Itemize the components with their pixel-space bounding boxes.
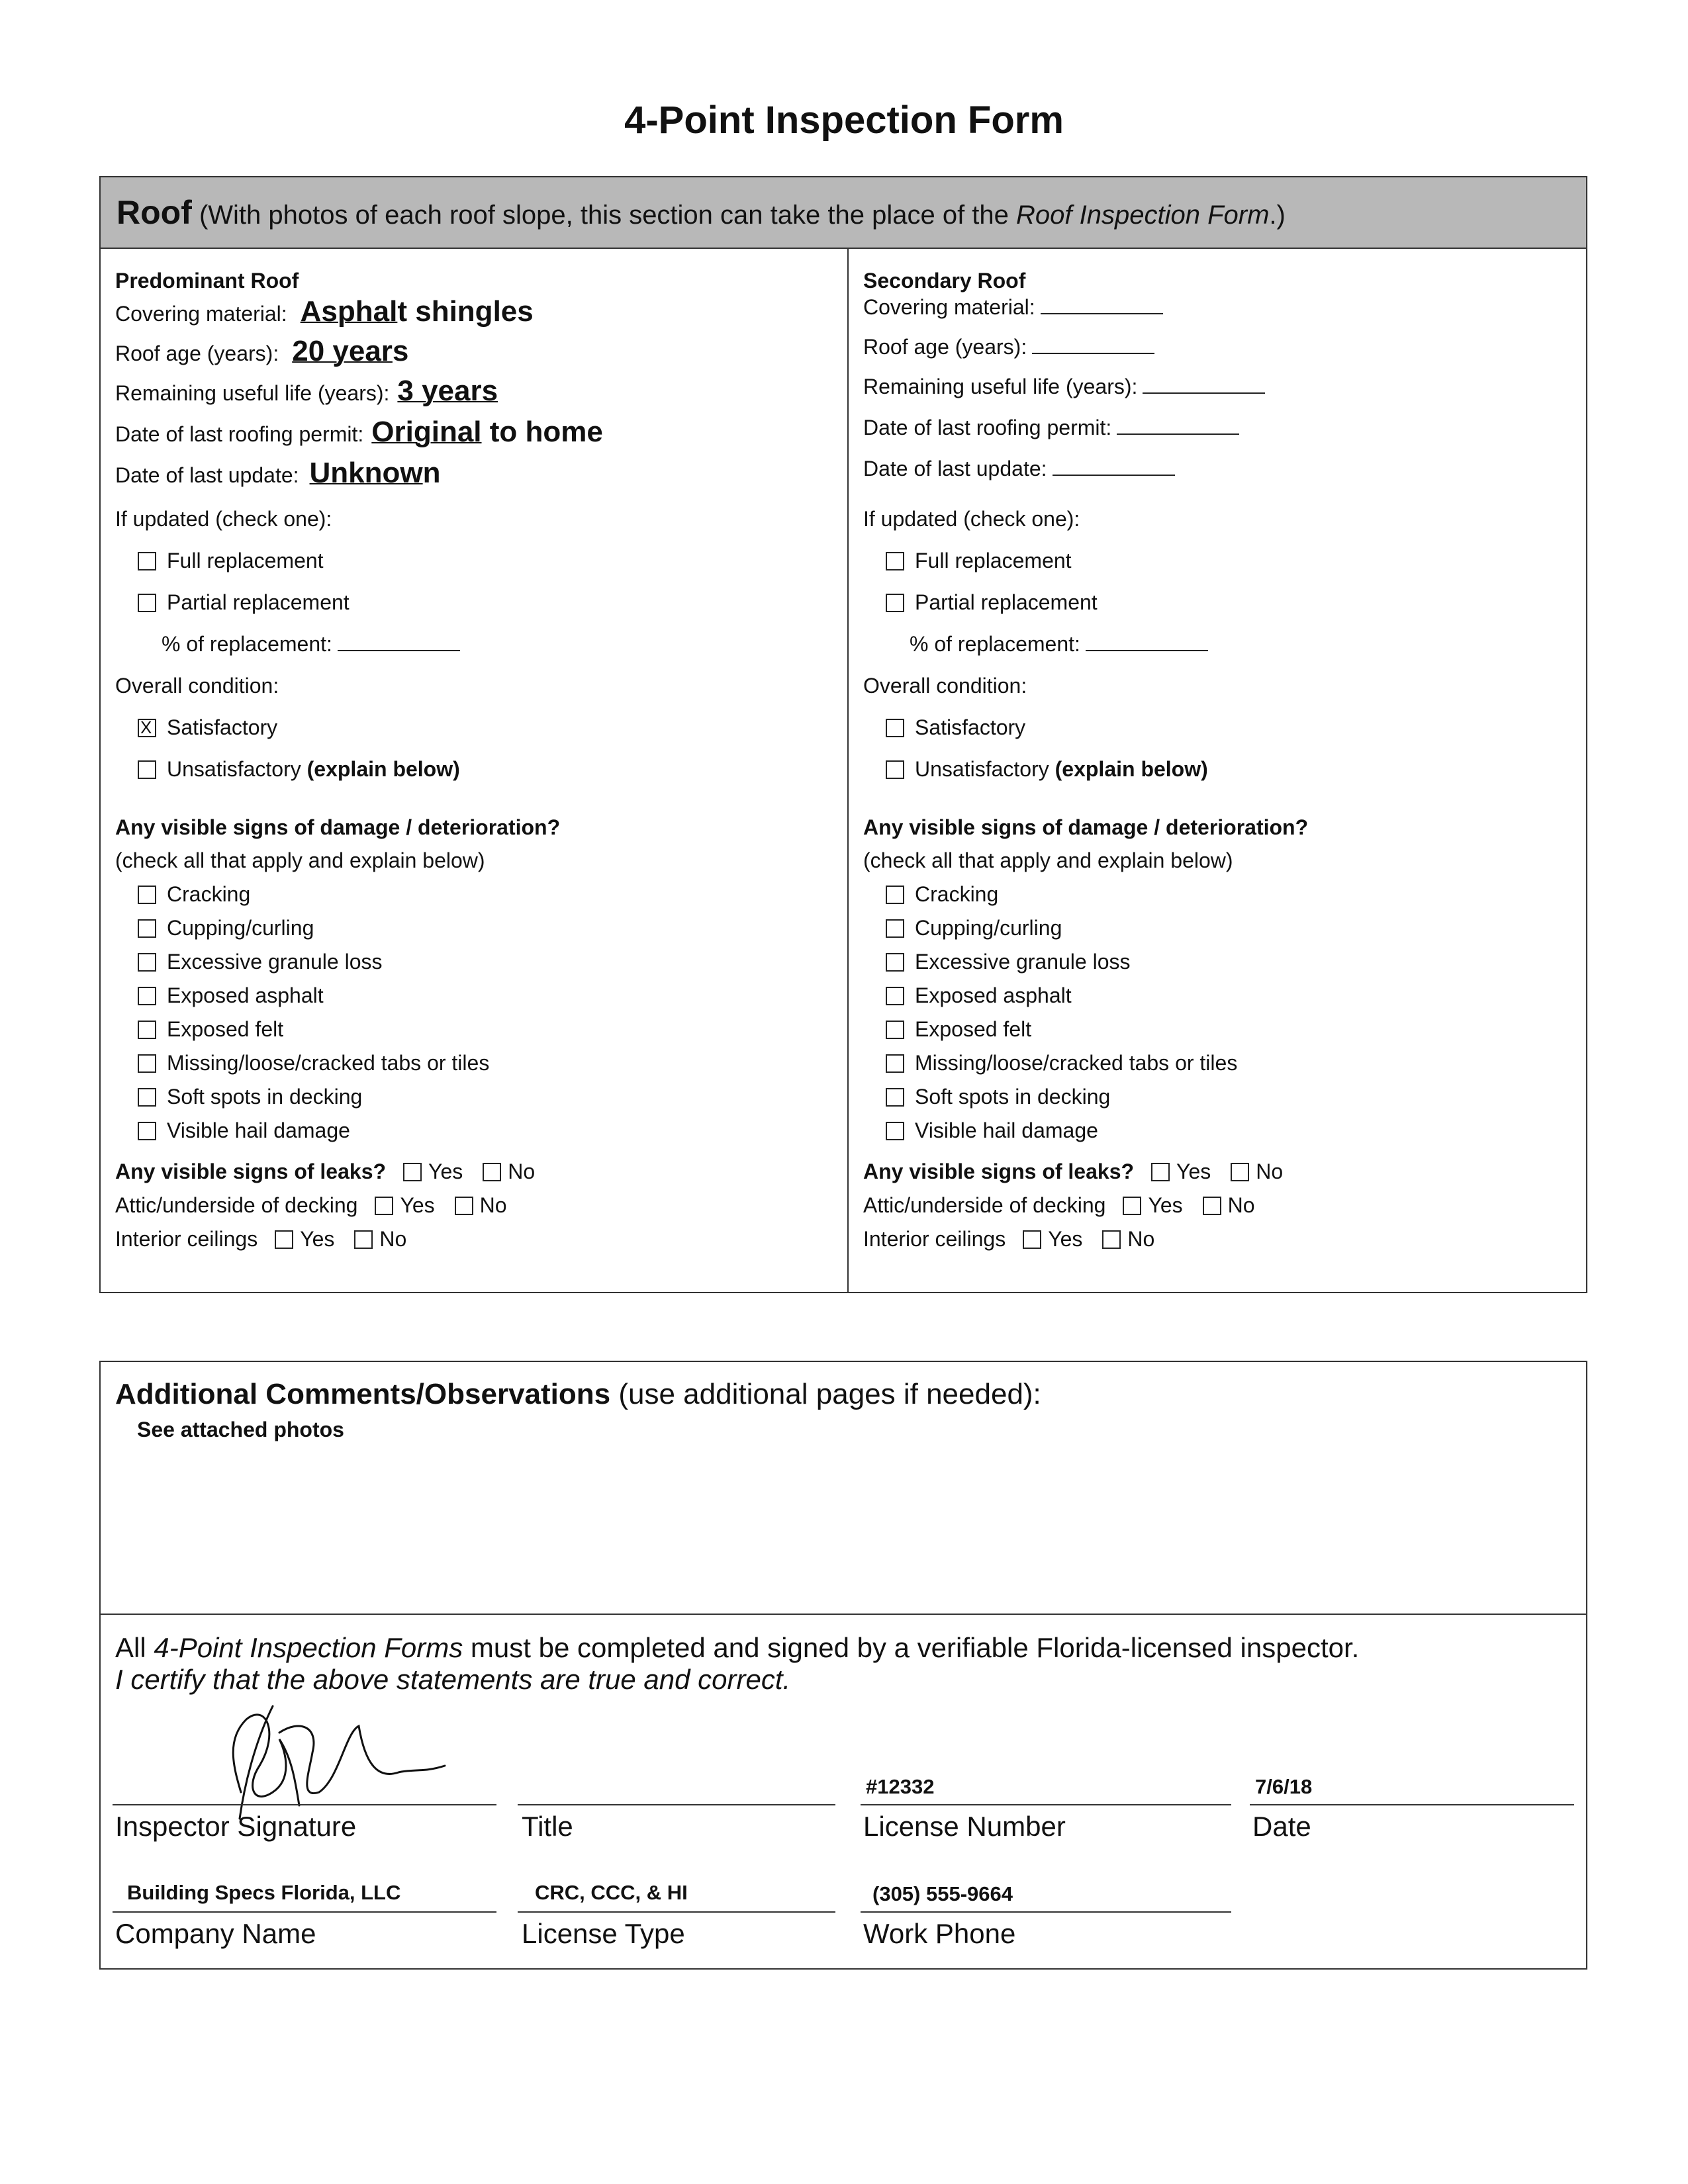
damage-checkbox[interactable] [138,1088,156,1107]
full-replacement-checkbox[interactable] [886,552,904,570]
leaks-question: Any visible signs of leaks? [863,1160,1135,1183]
damage-item-label: Cracking [915,882,999,906]
damage-item[interactable] [138,950,382,974]
damage-item-label: Visible hail damage [915,1118,1098,1142]
date-label: Date [1252,1811,1311,1842]
secondary-roof-title: Secondary Roof [863,269,1026,293]
secondary-covering-row [863,295,1163,320]
update-value[interactable] [310,457,441,490]
satisfactory-checkbox[interactable] [138,719,156,737]
partial-replacement-option[interactable] [138,590,350,615]
damage-question: Any visible signs of damage / deterioration? [863,815,1309,839]
partial-replacement-checkbox[interactable] [138,594,156,612]
damage-checkbox[interactable] [886,1088,904,1107]
yes-label: Yes [400,1193,435,1217]
damage-checkbox[interactable] [886,987,904,1005]
pct-replacement-field[interactable] [1086,633,1208,651]
section-divider [101,1614,1586,1615]
damage-item-label: Cupping/curling [915,916,1062,940]
certification-requirement [115,1632,1359,1664]
secondary-update-row [863,457,1175,481]
damage-item-label: Exposed felt [167,1017,284,1041]
no-label: No [1256,1160,1284,1183]
secondary-roof-column [849,249,1577,1292]
roof-section [99,176,1587,1293]
permit-value-part1: Original [371,416,482,448]
company-name-label: Company Name [115,1918,316,1949]
update-label: Date of last update: [863,457,1047,480]
predominant-update-row [115,457,441,490]
date-value[interactable]: 7/6/18 [1255,1775,1313,1798]
license-type-value[interactable]: CRC, CCC, & HI [535,1881,688,1904]
pct-replacement-label: % of replacement: [910,632,1080,656]
damage-checkbox[interactable] [138,953,156,972]
interior-label: Interior ceilings [115,1227,258,1251]
roof-heading-note-italic: Roof Inspection Form [1016,201,1270,230]
damage-item[interactable] [886,916,1062,940]
damage-checkbox[interactable] [138,919,156,938]
title-line[interactable] [518,1804,835,1805]
interior-yes-checkbox[interactable] [275,1230,293,1249]
full-replacement-option[interactable] [138,549,324,573]
update-value-part2: n [422,457,441,489]
no-label: No [1127,1227,1155,1251]
cert-text-end: must be completed and signed by a verifiable Florida-licensed inspector. [463,1632,1360,1663]
age-value-part1: 20 year [292,335,393,367]
certification-statement: I certify that the above statements are true and correct. [115,1664,791,1695]
unsatisfactory-checkbox[interactable] [886,760,904,779]
no-label: No [379,1227,407,1251]
damage-checkbox[interactable] [138,886,156,904]
unsatisfactory-label: Unsatisfactory [915,757,1049,781]
comments-text[interactable]: See attached photos [137,1418,344,1441]
unsatisfactory-checkbox[interactable] [138,760,156,779]
interior-row [863,1227,1154,1251]
age-field[interactable] [1032,336,1154,354]
company-name-value[interactable]: Building Specs Florida, LLC [127,1881,401,1904]
update-value-part1: Unknow [309,457,423,489]
damage-item-label: Missing/loose/cracked tabs or tiles [167,1051,490,1075]
yes-label: Yes [428,1160,463,1183]
secondary-life-row [863,375,1265,399]
yes-label: Yes [1048,1227,1083,1251]
damage-item-label: Cupping/curling [167,916,314,940]
damage-checkbox[interactable] [138,987,156,1005]
predominant-covering-row [115,295,534,328]
cert-text-italic: 4-Point Inspection Forms [154,1632,463,1663]
license-number-line[interactable] [861,1804,1231,1805]
age-value-part2: s [392,335,409,367]
damage-item-label: Excessive granule loss [915,950,1131,974]
inspector-signature-image [180,1693,511,1825]
pct-replacement-field[interactable] [338,633,460,651]
attic-yes-checkbox[interactable] [375,1197,393,1215]
interior-row [115,1227,406,1251]
license-number-label: License Number [863,1811,1066,1842]
damage-checkbox[interactable] [886,953,904,972]
attic-label: Attic/underside of decking [115,1193,358,1217]
permit-field[interactable] [1117,416,1239,435]
damage-item[interactable] [886,983,1072,1008]
life-label: Remaining useful life (years): [863,375,1138,398]
predominant-roof-column [101,249,829,1292]
permit-label: Date of last roofing permit: [115,422,364,446]
damage-item[interactable] [886,882,998,907]
damage-checkbox[interactable] [886,919,904,938]
comments-heading [115,1378,1041,1411]
secondary-age-row [863,335,1154,359]
attic-no-checkbox[interactable] [1203,1197,1221,1215]
leaks-no-checkbox[interactable] [1231,1163,1249,1181]
full-replacement-option[interactable] [886,549,1072,573]
interior-no-checkbox[interactable] [354,1230,373,1249]
satisfactory-option[interactable] [138,715,277,740]
satisfactory-option[interactable] [886,715,1025,740]
damage-item-label: Exposed asphalt [167,983,324,1007]
damage-item[interactable] [886,1051,1237,1075]
leaks-no-checkbox[interactable] [483,1163,501,1181]
yes-label: Yes [1176,1160,1211,1183]
company-name-line[interactable] [113,1911,496,1913]
comments-section [99,1361,1587,1970]
covering-label: Covering material: [115,302,287,326]
comments-heading-bold: Additional Comments/Observations [115,1378,611,1410]
roof-heading-note-end: .) [1269,201,1286,230]
interior-no-checkbox[interactable] [1102,1230,1121,1249]
page-title: 4-Point Inspection Form [624,99,1064,142]
damage-checkbox[interactable] [886,886,904,904]
pct-replacement-label: % of replacement: [162,632,332,656]
permit-value[interactable] [371,416,603,449]
pct-replacement-row [162,632,460,657]
yes-label: Yes [1148,1193,1183,1217]
full-replacement-label: Full replacement [167,549,324,572]
partial-replacement-checkbox[interactable] [886,594,904,612]
damage-item[interactable] [886,1085,1110,1109]
life-label: Remaining useful life (years): [115,381,390,405]
age-label: Roof age (years): [115,341,279,365]
predominant-permit-row [115,416,603,449]
damage-note: (check all that apply and explain below) [115,848,485,872]
damage-item-label: Missing/loose/cracked tabs or tiles [915,1051,1238,1075]
life-value-text: 3 years [397,375,498,407]
damage-checkbox[interactable] [886,1054,904,1073]
predominant-age-row [115,335,408,368]
interior-yes-checkbox[interactable] [1023,1230,1041,1249]
update-label: Date of last update: [115,463,299,487]
satisfactory-label: Satisfactory [167,715,278,739]
damage-item[interactable] [138,882,250,907]
date-line[interactable] [1250,1804,1574,1805]
overall-condition-label: Overall condition: [863,674,1027,698]
satisfactory-checkbox[interactable] [886,719,904,737]
damage-checkbox[interactable] [138,1054,156,1073]
attic-no-checkbox[interactable] [455,1197,473,1215]
full-replacement-label: Full replacement [915,549,1072,572]
explain-below-note: (explain below) [1055,757,1208,781]
roof-heading-label: Roof [117,194,192,231]
covering-field[interactable] [1041,296,1163,314]
license-type-label: License Type [522,1918,685,1949]
damage-item[interactable] [138,983,324,1008]
no-label: No [508,1160,536,1183]
age-value[interactable] [292,335,408,368]
leaks-row [115,1160,535,1184]
damage-item-label: Exposed asphalt [915,983,1072,1007]
leaks-yes-checkbox[interactable] [403,1163,422,1181]
age-label: Roof age (years): [863,335,1027,359]
work-phone-label: Work Phone [863,1918,1016,1949]
comments-heading-note: (use additional pages if needed): [610,1378,1041,1410]
roof-heading [117,193,1286,232]
unsatisfactory-option[interactable] [886,757,1208,782]
roof-heading-note: (With photos of each roof slope, this section can take the place of the [199,201,1017,230]
damage-item[interactable] [138,916,314,940]
damage-checkbox[interactable] [138,1021,156,1039]
permit-label: Date of last roofing permit: [863,416,1112,439]
damage-item-label: Soft spots in decking [915,1085,1111,1109]
secondary-permit-row [863,416,1239,440]
no-label: No [479,1193,507,1217]
damage-item[interactable] [886,1118,1098,1143]
damage-item[interactable] [138,1051,489,1075]
if-updated-label: If updated (check one): [115,507,332,531]
unsatisfactory-option[interactable] [138,757,460,782]
damage-checkbox[interactable] [138,1122,156,1140]
covering-label: Covering material: [863,295,1035,319]
overall-condition-label: Overall condition: [115,674,279,698]
damage-item[interactable] [886,950,1130,974]
covering-value-part2: t shingles [397,295,534,328]
update-field[interactable] [1053,457,1175,476]
damage-item-label: Excessive granule loss [167,950,383,974]
license-number-value[interactable]: #12332 [866,1775,935,1798]
inspector-signature-line[interactable] [113,1804,496,1805]
life-value[interactable] [397,375,498,408]
attic-row [115,1193,507,1218]
partial-replacement-option[interactable] [886,590,1098,615]
attic-yes-checkbox[interactable] [1123,1197,1141,1215]
attic-row [863,1193,1255,1218]
damage-item[interactable] [138,1017,283,1042]
partial-replacement-label: Partial replacement [167,590,350,614]
attic-label: Attic/underside of decking [863,1193,1106,1217]
leaks-yes-checkbox[interactable] [1151,1163,1170,1181]
yes-label: Yes [300,1227,335,1251]
pct-replacement-row [910,632,1208,657]
covering-value-part1: Asphal [300,295,398,328]
damage-checkbox[interactable] [886,1021,904,1039]
inspector-signature-label: Inspector Signature [115,1811,357,1842]
predominant-life-row [115,375,498,408]
permit-value-part2: to home [481,416,603,448]
damage-checkbox[interactable] [886,1122,904,1140]
leaks-row [863,1160,1283,1184]
roof-section-header [101,177,1586,249]
full-replacement-checkbox[interactable] [138,552,156,570]
work-phone-value[interactable]: (305) 555-9664 [872,1882,1013,1905]
damage-note: (check all that apply and explain below) [863,848,1233,872]
damage-item-label: Exposed felt [915,1017,1032,1041]
no-label: No [1227,1193,1255,1217]
damage-item-label: Cracking [167,882,251,906]
damage-item-label: Visible hail damage [167,1118,350,1142]
predominant-roof-title: Predominant Roof [115,269,299,293]
satisfactory-label: Satisfactory [915,715,1026,739]
covering-value[interactable] [301,295,534,328]
work-phone-line[interactable] [861,1911,1231,1913]
damage-item[interactable] [138,1118,350,1143]
damage-item-label: Soft spots in decking [167,1085,363,1109]
damage-item[interactable] [138,1085,362,1109]
leaks-question: Any visible signs of leaks? [115,1160,387,1183]
partial-replacement-label: Partial replacement [915,590,1098,614]
cert-text-start: All [115,1632,154,1663]
unsatisfactory-label: Unsatisfactory [167,757,301,781]
if-updated-label: If updated (check one): [863,507,1080,531]
damage-item[interactable] [886,1017,1031,1042]
interior-label: Interior ceilings [863,1227,1006,1251]
life-field[interactable] [1143,375,1265,394]
title-label: Title [522,1811,573,1842]
damage-question: Any visible signs of damage / deterioration? [115,815,561,839]
explain-below-note: (explain below) [306,757,460,781]
license-type-line[interactable] [518,1911,835,1913]
